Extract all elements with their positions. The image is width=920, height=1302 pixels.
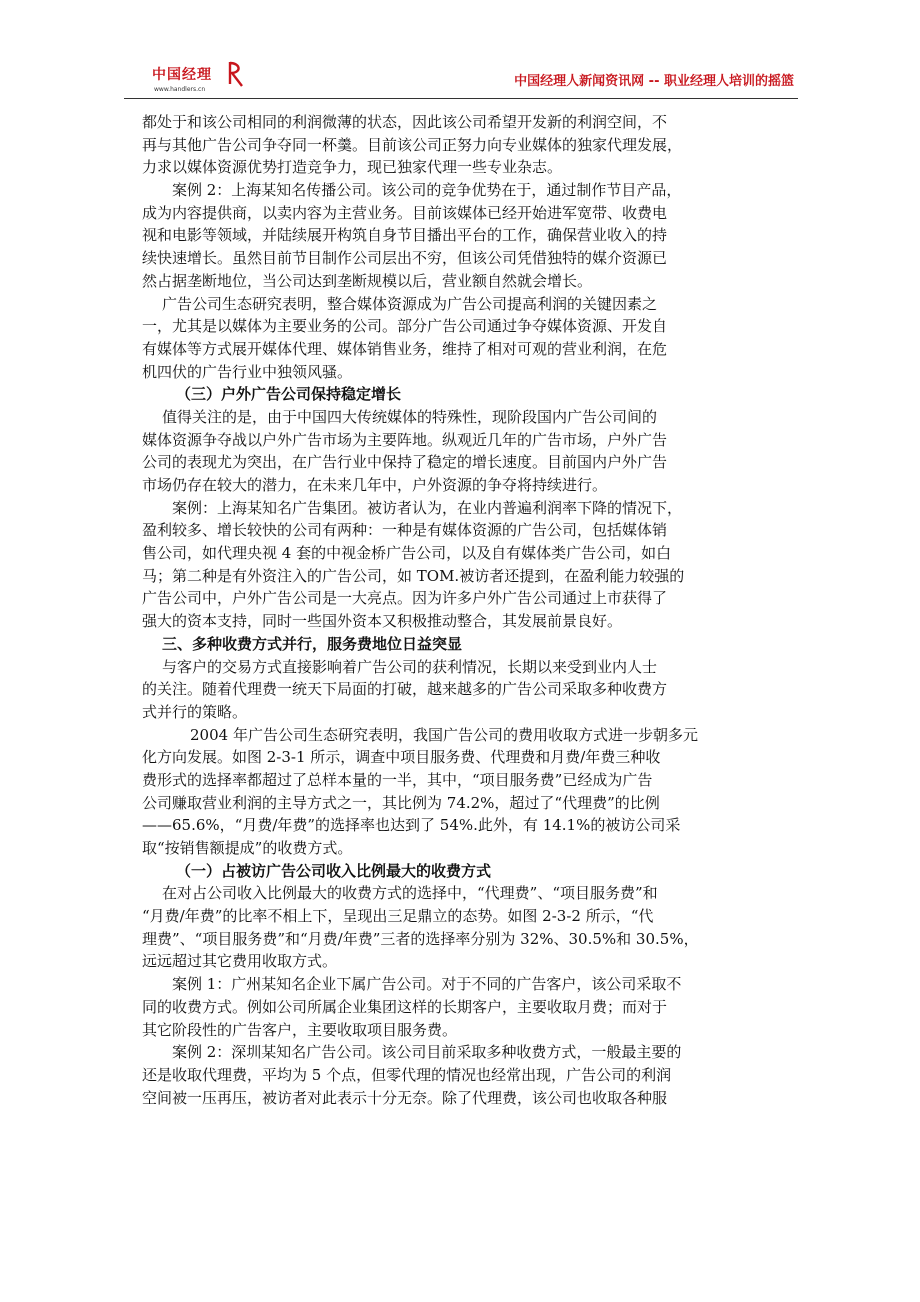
text-line: 力求以媒体资源优势打造竞争力，现已独家代理一些专业杂志。 [142,158,563,177]
text-line: 公司赚取营业利润的主导方式之一，其比例为 74.2%，超过了“代理费”的比例 [142,793,660,812]
text-line: 同的收费方式。例如公司所属企业集团这样的长期客户，主要收取月费；而对于 [142,997,668,1016]
text-line: 机四伏的广告行业中独领风骚。 [142,362,353,381]
text-line: 案例 2：上海某知名传播公司。该公司的竞争优势在于，通过制作节目产品， [172,181,682,200]
text-line: 案例 2：深圳某知名广告公司。该公司目前采取多种收费方式，一般最主要的 [172,1043,682,1062]
text-line: 盈利较多、增长较快的公司有两种：一种是有媒体资源的广告公司，包括媒体销 [142,521,668,540]
text-line: 理费”、“项目服务费”和“月费/年费”三者的选择率分别为 32%、30.5%和 30.5%， [142,929,699,948]
logo [152,64,262,96]
text-line: 空间被一压再压，被访者对此表示十分无奈。除了代理费，该公司也收取各种服 [142,1088,668,1107]
text-line: 化方向发展。如图 2-3-1 所示，调查中项目服务费、代理费和月费/年费三种收 [142,748,661,767]
text-line: 费形式的选择率都超过了总样本量的一半，其中，“项目服务费”已经成为广告 [142,770,653,789]
text-line: 在对占公司收入比例最大的收费方式的选择中，“代理费”、“项目服务费”和 [162,884,658,903]
text-line: 再与其他广告公司争夺同一杯羹。目前该公司正努力向专业媒体的独家代理发展， [142,135,683,154]
text-line: 成为内容提供商，以卖内容为主营业务。目前该媒体已经开始进军宽带、收费电 [142,203,668,222]
text-line: 广告公司中，户外广告公司是一大亮点。因为许多户外广告公司通过上市获得了 [142,589,668,608]
text-line: 2004 年广告公司生态研究表明，我国广告公司的费用收取方式进一步朝多元 [190,725,698,744]
text-line: 案例 1：广州某知名企业下属广告公司。对于不同的广告客户，该公司采取不 [172,975,682,994]
text-line: 售公司，如代理央视 4 套的中视金桥广告公司，以及自有媒体类广告公司，如白 [142,544,672,563]
text-line: “月费/年费”的比率不相上下，呈现出三足鼎立的态势。如图 2-3-2 所示，“代 [142,907,654,926]
text-line: 还是收取代理费，平均为 5 个点，但零代理的情况也经常出现，广告公司的利润 [142,1065,672,1084]
text-line: 式并行的策略。 [142,702,248,721]
text-line: 强大的资本支持，同时一些国外资本又积极推动整合，其发展前景良好。 [142,612,623,631]
text-line: 然占据垄断地位，当公司达到垄断规模以后，营业额自然就会增长。 [142,271,593,290]
text-line: 案例：上海某知名广告集团。被访者认为，在业内普遍利润率下降的情况下， [172,498,683,517]
text-line: 一，尤其是以媒体为主要业务的公司。部分广告公司通过争夺媒体资源、开发自 [142,317,668,336]
text-line: ——65.6%，“月费/年费”的选择率也达到了 54%.此外，有 14.1%的被访公司采 [142,816,681,835]
text-line: 视和电影等领域，并陆续展开构筑自身节目播出平台的工作，确保营业收入的持 [142,226,668,245]
section-heading: （一）占被访广告公司收入比例最大的收费方式 [176,861,492,880]
text-line: 其它阶段性的广告客户，主要收取项目服务费。 [142,1020,458,1039]
page-header [124,60,798,100]
logo-mark-icon [224,60,246,88]
text-line: 有媒体等方式展开媒体代理、媒体销售业务，维持了相对可观的营业利润，在危 [142,339,668,358]
text-line: 的关注。随着代理费一统天下局面的打破，越来越多的广告公司采取多种收费方 [142,680,668,699]
text-line: 值得关注的是，由于中国四大传统媒体的特殊性，现阶段国内广告公司间的 [162,407,658,426]
text-line: 马；第二种是有外资注入的广告公司，如 TOM.被访者还提到，在盈利能力较强的 [142,566,685,585]
text-line: 公司的表现尤为突出，在广告行业中保持了稳定的增长速度。目前国内户外广告 [142,453,668,472]
text-line: 市场仍存在较大的潜力，在未来几年中，户外资源的争夺将持续进行。 [142,476,608,494]
text-line: 都处于和该公司相同的利润微薄的状态，因此该公司希望开发新的利润空间，不 [142,113,668,131]
header-slogan: 中国经理人新闻资讯网 -- 职业经理人培训的摇篮 [514,74,794,89]
text-line: 取“按销售额提成”的收费方式。 [142,839,353,857]
text-line: 续快速增长。虽然目前节目制作公司层出不穷，但该公司凭借独特的媒介资源已 [142,249,668,268]
document-body [142,111,802,1109]
logo-text: 中国经理 [152,67,212,83]
text-line: 与客户的交易方式直接影响着广告公司的获利情况，长期以来受到业内人士 [162,657,658,676]
logo-url: www.handlers.cn [154,86,206,93]
section-heading: 三、多种收费方式并行，服务费地位日益突显 [162,634,463,653]
text-line: 远远超过其它费用收取方式。 [142,952,338,971]
header-divider [124,98,798,99]
text-line: 广告公司生态研究表明，整合媒体资源成为广告公司提高利润的关键因素之 [162,294,658,313]
text-line: 媒体资源争夺战以户外广告市场为主要阵地。纵观近几年的广告市场，户外广告 [142,430,668,449]
section-heading: （三）户外广告公司保持稳定增长 [176,385,402,404]
